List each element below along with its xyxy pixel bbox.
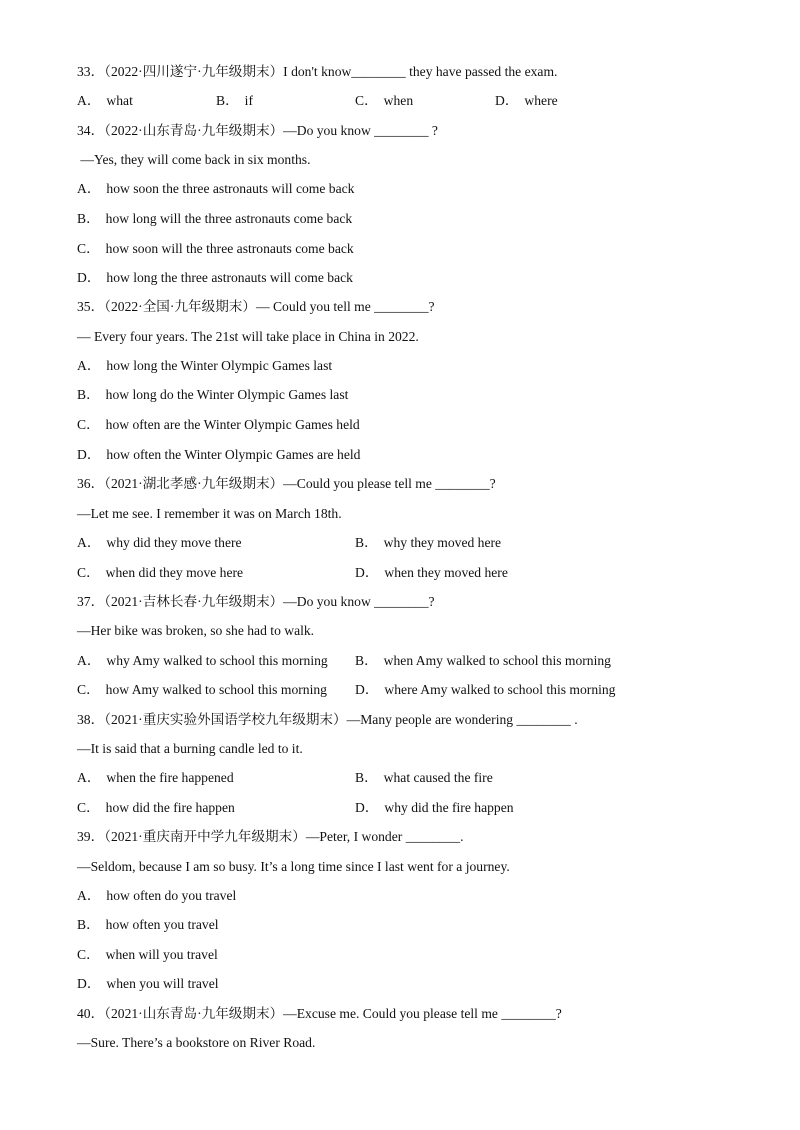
question-39-stem: 39．（2021·重庆南开中学九年级期末）—Peter, I wonder ________. [77, 829, 464, 844]
question-39-option-c[interactable] [77, 946, 218, 964]
question-33-option-a[interactable] [77, 92, 133, 110]
question-33-option-d[interactable] [495, 92, 558, 110]
option-letter: B． [216, 93, 239, 108]
option-letter: C． [77, 241, 100, 256]
question-33-stem: 33．（2022·四川遂宁·九年级期末）I don't know________ they have passed the exam. [77, 64, 558, 79]
question-34-option-b[interactable] [77, 210, 352, 228]
question-34-stem: 34．（2022·山东青岛·九年级期末）—Do you know ________ ? [77, 123, 438, 138]
question-40-stem: 40．（2021·山东青岛·九年级期末）—Excuse me. Could you please tell me ________? [77, 1006, 562, 1021]
question-36-stem: 36．（2021·湖北孝感·九年级期末）—Could you please tell me ________? [77, 476, 496, 491]
question-35-dialog: — Every four years. The 21st will take place in China in 2022. [77, 329, 419, 344]
option-letter: B． [77, 917, 100, 932]
question-34-option-c[interactable] [77, 240, 354, 258]
question-37-option-a[interactable] [77, 652, 328, 670]
question-35-option-c[interactable] [77, 416, 360, 434]
question-34-dialog: —Yes, they will come back in six months. [77, 152, 311, 167]
question-38-option-d[interactable] [355, 799, 514, 817]
option-letter: D． [77, 447, 101, 462]
question-38-option-b[interactable] [355, 769, 493, 787]
question-34-option-a[interactable] [77, 180, 354, 198]
option-letter: C． [77, 947, 100, 962]
option-letter: D． [495, 93, 519, 108]
option-text: how often the Winter Olympic Games are held [106, 447, 361, 462]
question-40-dialog: —Sure. There’s a bookstore on River Road. [77, 1035, 316, 1050]
option-text: why Amy walked to school this morning [106, 653, 328, 668]
option-text: how long will the three astronauts come back [105, 211, 353, 226]
option-text: why did the fire happen [384, 800, 514, 815]
option-text: how often are the Winter Olympic Games held [105, 417, 360, 432]
option-letter: B． [77, 387, 100, 402]
option-letter: B． [355, 535, 378, 550]
option-letter: A． [77, 358, 101, 373]
option-text: what [106, 93, 133, 108]
option-text: when you will travel [106, 976, 219, 991]
option-letter: D． [77, 976, 101, 991]
question-37-option-c[interactable] [77, 681, 327, 699]
option-letter: B． [355, 653, 378, 668]
question-36-option-d[interactable] [355, 564, 508, 582]
option-text: when [383, 93, 414, 108]
option-text: when they moved here [384, 565, 508, 580]
question-36-option-c[interactable] [77, 564, 243, 582]
option-text: how long do the Winter Olympic Games last [105, 387, 349, 402]
option-text: how Amy walked to school this morning [105, 682, 327, 697]
option-letter: D． [355, 565, 379, 580]
question-38-dialog: —It is said that a burning candle led to it. [77, 741, 303, 756]
option-text: where [524, 93, 558, 108]
question-37-dialog: —Her bike was broken, so she had to walk. [77, 623, 315, 638]
option-text: when Amy walked to school this morning [383, 653, 611, 668]
option-letter: B． [355, 770, 378, 785]
option-letter: B． [77, 211, 100, 226]
option-text: how often you travel [105, 917, 219, 932]
question-39-option-a[interactable] [77, 887, 236, 905]
option-letter: C． [77, 565, 100, 580]
question-39-option-d[interactable] [77, 975, 219, 993]
question-34-option-d[interactable] [77, 269, 353, 287]
option-letter: A． [77, 93, 101, 108]
option-letter: A． [77, 888, 101, 903]
question-38-stem: 38．（2021·重庆实验外国语学校九年级期末）—Many people are wondering ________ . [77, 712, 578, 727]
question-38-option-a[interactable] [77, 769, 234, 787]
option-text: how soon will the three astronauts come back [105, 241, 354, 256]
question-36-option-b[interactable] [355, 534, 501, 552]
question-36-dialog: —Let me see. I remember it was on March 18th. [77, 506, 342, 521]
option-text: how long the Winter Olympic Games last [106, 358, 333, 373]
question-37-option-b[interactable] [355, 652, 611, 670]
question-35-option-d[interactable] [77, 446, 360, 464]
option-text: why they moved here [383, 535, 502, 550]
question-35-option-a[interactable] [77, 357, 332, 375]
option-text: when will you travel [105, 947, 218, 962]
option-letter: D． [77, 270, 101, 285]
option-letter: C． [355, 93, 378, 108]
option-letter: D． [355, 682, 379, 697]
option-text: where Amy walked to school this morning [384, 682, 616, 697]
option-letter: A． [77, 770, 101, 785]
option-letter: A． [77, 653, 101, 668]
option-text: what caused the fire [383, 770, 493, 785]
question-33-option-c[interactable] [355, 92, 413, 110]
question-39-option-b[interactable] [77, 916, 219, 934]
option-text: if [244, 93, 253, 108]
option-letter: C． [77, 800, 100, 815]
question-33-option-b[interactable] [216, 92, 253, 110]
option-letter: D． [355, 800, 379, 815]
option-text: how long the three astronauts will come back [106, 270, 353, 285]
question-38-option-c[interactable] [77, 799, 235, 817]
question-37-stem: 37．（2021·吉林长春·九年级期末）—Do you know ________? [77, 594, 435, 609]
option-text: when did they move here [105, 565, 244, 580]
question-39-dialog: —Seldom, because I am so busy. It’s a long time since I last went for a journey. [77, 859, 510, 874]
option-text: how often do you travel [106, 888, 237, 903]
question-35-stem: 35．（2022·全国·九年级期末）— Could you tell me ________? [77, 299, 435, 314]
option-letter: C． [77, 682, 100, 697]
option-text: why did they move there [106, 535, 242, 550]
question-36-option-a[interactable] [77, 534, 242, 552]
question-35-option-b[interactable] [77, 386, 348, 404]
option-text: how soon the three astronauts will come back [106, 181, 355, 196]
option-text: when the fire happened [106, 770, 234, 785]
question-37-option-d[interactable] [355, 681, 615, 699]
option-letter: C． [77, 417, 100, 432]
option-letter: A． [77, 181, 101, 196]
option-letter: A． [77, 535, 101, 550]
option-text: how did the fire happen [105, 800, 235, 815]
